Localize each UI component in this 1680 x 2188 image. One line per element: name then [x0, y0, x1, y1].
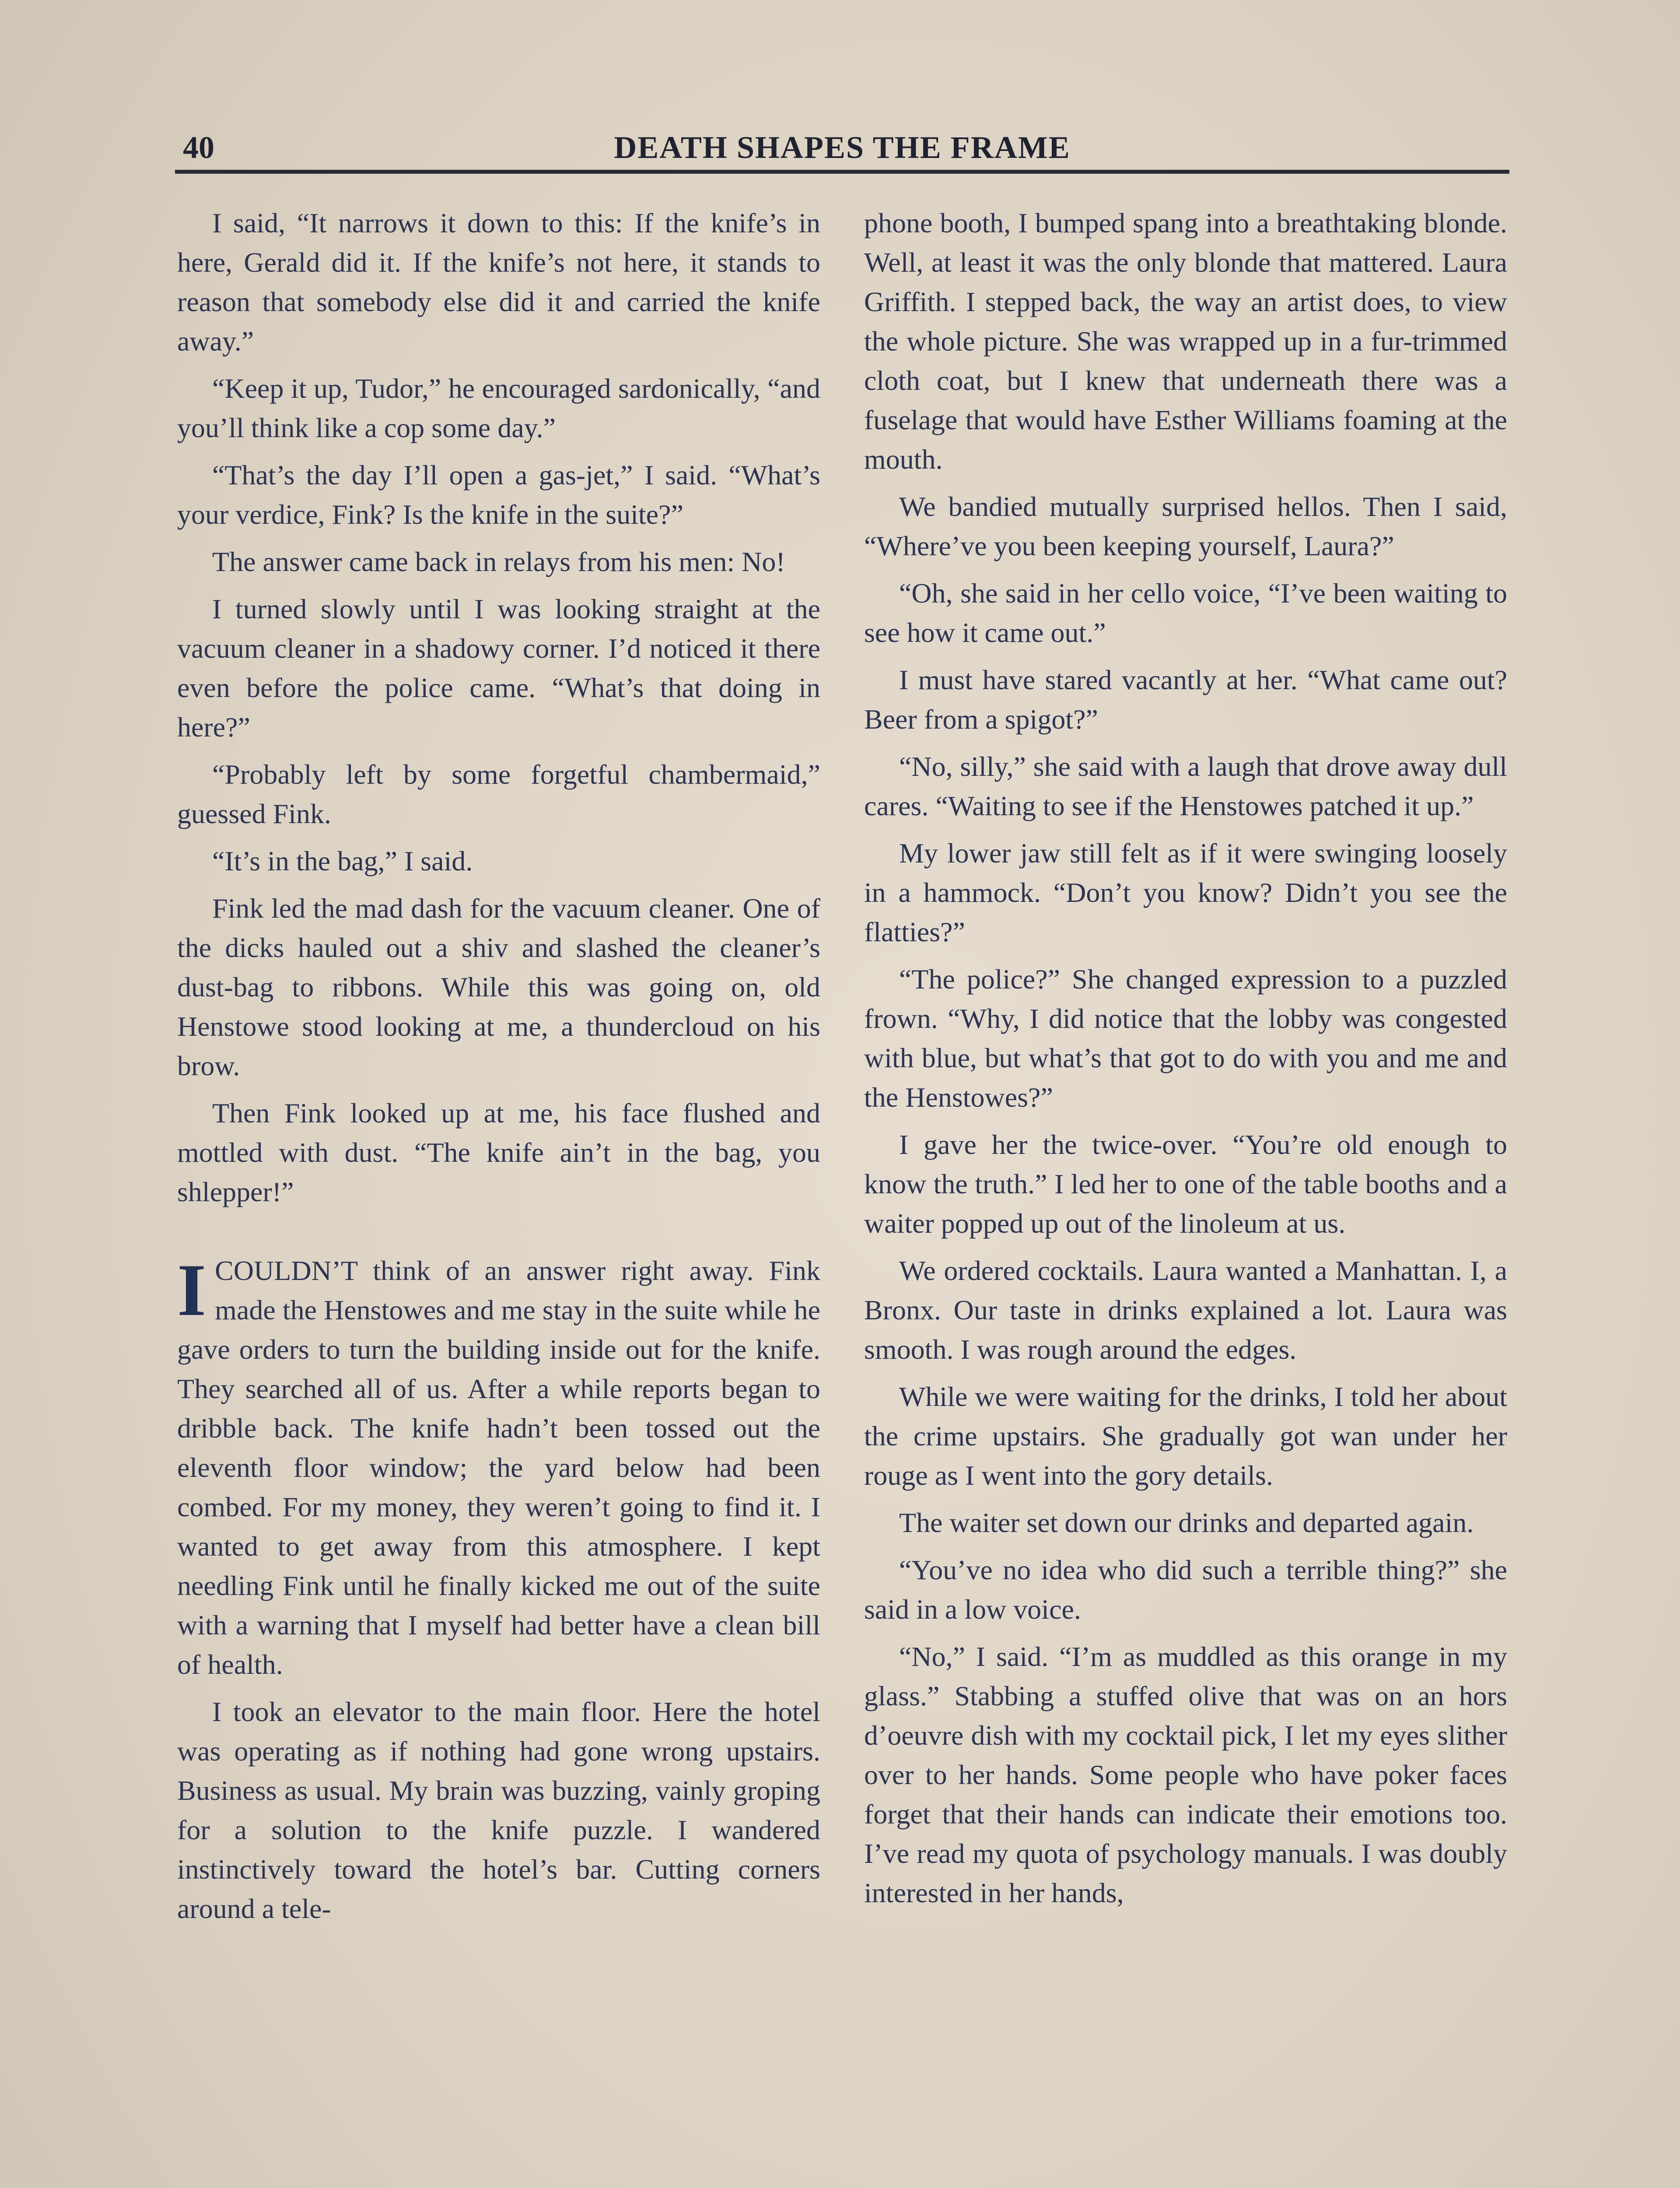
paragraph: I said, “It narrows it down to this: If the knife’s in here, Gerald did it. If the knife’s not here, it stands to reason that somebody else did it and carried the knife away.”: [177, 207, 820, 357]
paragraph: We bandied mutually surprised hellos. Then I said, “Where’ve you been keeping yourself, Laura?”: [864, 491, 1507, 561]
paragraph: I turned slowly until I was looking straight at the vacuum cleaner in a shadowy corner. I’d noticed it there even before the police came. “What’s that doing in here?”: [177, 593, 820, 743]
paragraph: “That’s the day I’ll open a gas-jet,” I said. “What’s your verdice, Fink? Is the knife in the suite?”: [177, 459, 820, 530]
paragraph: I must have stared vacantly at her. “What came out? Beer from a spigot?”: [864, 664, 1507, 735]
running-title: DEATH SHAPES THE FRAME: [614, 130, 1071, 165]
paragraph: “You’ve no idea who did such a terrible thing?” she said in a low voice.: [864, 1554, 1507, 1625]
paragraph: “Keep it up, Tudor,” he encouraged sardonically, “and you’ll think like a cop some day.”: [177, 373, 820, 443]
paragraph: “No,” I said. “I’m as muddled as this orange in my glass.” Stabbing a stuffed olive that was on an hors d’oeuvre dish with my cocktail pick, I let my eyes slither over to her hands. Some people who have poker faces forget that their hands can indicate their emotions too. I’ve read my quota of psychology manuals. I was doubly interested in her hands,: [864, 1641, 1507, 1908]
paragraph: My lower jaw still felt as if it were swinging loosely in a hammock. “Don’t you know? Didn’t you see the flatties?”: [864, 838, 1507, 947]
paragraph: “Oh, she said in her cello voice, “I’ve been waiting to see how it came out.”: [864, 578, 1507, 648]
paragraph: “Probably left by some forgetful chambermaid,” guessed Fink.: [177, 759, 820, 829]
paragraph: The answer came back in relays from his men: No!: [212, 546, 785, 577]
drop-cap: I: [177, 1249, 206, 1331]
paragraph: “No, silly,” she said with a laugh that drove away dull cares. “Waiting to see if the Henstowes patched it up.”: [864, 751, 1507, 821]
paragraph: Fink led the mad dash for the vacuum cleaner. One of the dicks hauled out a shiv and slashed the cleaner’s dust-bag to ribbons. While this was going on, old Henstowe stood looking at me, a thundercloud on his brow.: [177, 893, 820, 1081]
paragraph: “The police?” She changed expression to a puzzled frown. “Why, I did notice that the lobby was congested with blue, but what’s that got to do with you and me and the Henstowes?”: [864, 964, 1507, 1113]
running-header: [175, 126, 1509, 174]
paragraph: While we were waiting for the drinks, I told her about the crime upstairs. She gradually got wan under her rouge as I went into the gory details.: [864, 1381, 1507, 1491]
right-column: [864, 203, 1507, 1921]
paragraph: We ordered cocktails. Laura wanted a Manhattan. I, a Bronx. Our taste in drinks explained a lot. Laura was smooth. I was rough around the edges.: [864, 1255, 1507, 1365]
dropcap-paragraph: [177, 1251, 820, 1684]
paragraph-text: COULDN’T think of an answer right away. Fink made the Henstowes and me stay in the suite while he gave orders to turn the building inside out for the knife. They searched all of us. After a while reports began to dribble back. The knife hadn’t been tossed out the eleventh floor window; the yard below had been combed. For my money, they weren’t going to find it. I wanted to get away from this atmosphere. I kept needling Fink until he finally kicked me out of the suite with a warning that I myself had better have a clean bill of health.: [177, 1255, 820, 1680]
page-number: 40: [183, 130, 214, 165]
section-break: [177, 1220, 820, 1251]
paragraph: I took an elevator to the main floor. Here the hotel was operating as if nothing had gone wrong upstairs. Business as usual. My brain was buzzing, vainly groping for a solution to the knife puzzle. I wandered instinctively toward the hotel’s bar. Cutting corners around a tele-: [177, 1696, 820, 1924]
left-column: [177, 203, 820, 1936]
paragraph: “It’s in the bag,” I said.: [212, 845, 473, 877]
paragraph: phone booth, I bumped spang into a breathtaking blonde. Well, at least it was the only blonde that mattered. Laura Griffith. I stepped back, the way an artist does, to view the whole picture. She was wrapped up in a fur-trimmed cloth coat, but I knew that underneath there was a fuselage that would have Esther Williams foaming at the mouth.: [864, 207, 1507, 475]
paragraph: I gave her the twice-over. “You’re old enough to know the truth.” I led her to one of the table booths and a waiter popped up out of the linoleum at us.: [864, 1129, 1507, 1239]
paragraph: Then Fink looked up at me, his face flushed and mottled with dust. “The knife ain’t in the bag, you shlepper!”: [177, 1098, 820, 1207]
paragraph: The waiter set down our drinks and departed again.: [899, 1507, 1474, 1538]
